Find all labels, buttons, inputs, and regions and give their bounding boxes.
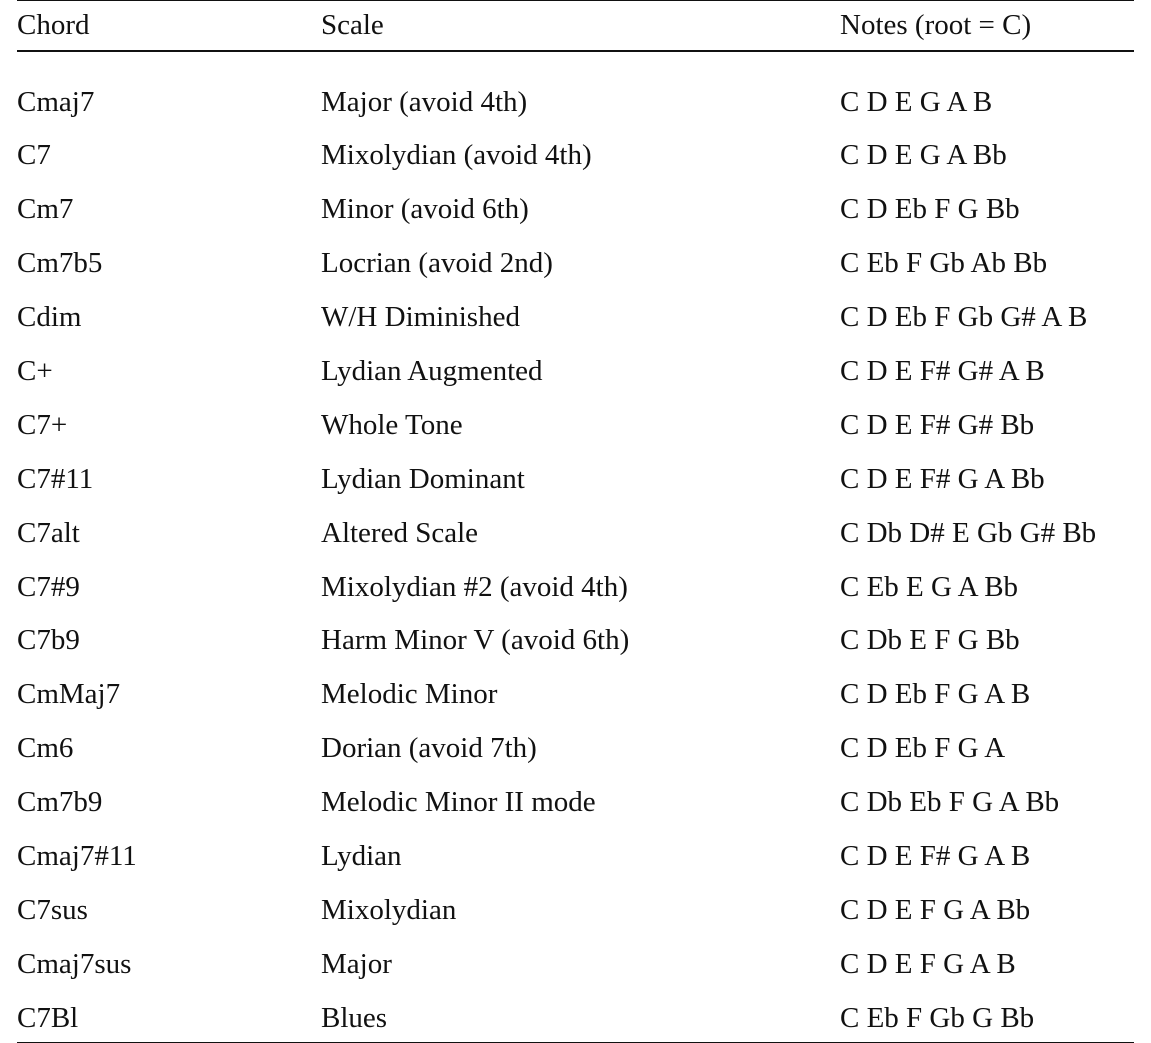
chord-scale-table — [17, 0, 1134, 1043]
notes-cell: C D E F# G A B — [840, 839, 1031, 872]
table-row — [17, 820, 1134, 874]
chord-cell: C7+ — [17, 408, 68, 441]
notes-cell: C D Eb F Gb G# A B — [840, 301, 1088, 334]
table-row — [17, 66, 1134, 120]
scale-cell: Lydian — [321, 839, 402, 872]
table-row — [17, 551, 1134, 605]
table-header — [17, 1, 1134, 50]
scale-cell: Dorian (avoid 7th) — [321, 732, 537, 765]
chord-cell: Cm7b5 — [17, 247, 103, 280]
scale-cell: Major (avoid 4th) — [321, 85, 528, 118]
table-row — [17, 281, 1134, 335]
chord-cell: C7b9 — [17, 624, 80, 657]
table-row — [17, 874, 1134, 928]
scale-cell: Locrian (avoid 2nd) — [321, 247, 553, 280]
scale-cell: Lydian Dominant — [321, 462, 525, 495]
scale-cell: Lydian Augmented — [321, 354, 543, 387]
notes-cell: C Eb F Gb Ab Bb — [840, 247, 1048, 280]
scale-cell: Whole Tone — [321, 408, 463, 441]
notes-cell: C D E G A B — [840, 85, 993, 118]
scale-cell: Blues — [321, 1001, 388, 1034]
notes-cell: C D Eb F G A — [840, 732, 1006, 765]
notes-cell: C Db D# E Gb G# Bb — [840, 516, 1097, 549]
notes-cell: C D E F# G A Bb — [840, 462, 1045, 495]
chord-cell: C+ — [17, 354, 53, 387]
notes-cell: C D E F G A B — [840, 947, 1016, 980]
table-row — [17, 497, 1134, 551]
table-row — [17, 604, 1134, 658]
scale-cell: Melodic Minor II mode — [321, 786, 596, 819]
table-row — [17, 389, 1134, 443]
chord-cell: Cmaj7 — [17, 85, 95, 118]
table-row — [17, 335, 1134, 389]
scale-cell: Melodic Minor — [321, 678, 498, 711]
notes-cell: C D E G A Bb — [840, 139, 1007, 172]
table-row — [17, 982, 1134, 1036]
chord-cell: CmMaj7 — [17, 678, 121, 711]
table-row — [17, 928, 1134, 982]
notes-cell: C Db Eb F G A Bb — [840, 786, 1060, 819]
notes-cell: C D E F# G# A B — [840, 354, 1045, 387]
chord-cell: C7Bl — [17, 1001, 79, 1034]
table-body — [17, 52, 1134, 1042]
scale-cell: Major — [321, 947, 392, 980]
notes-cell: C D E F G A Bb — [840, 893, 1031, 926]
scale-cell: Mixolydian #2 (avoid 4th) — [321, 570, 628, 603]
chord-cell: C7 — [17, 139, 51, 172]
notes-cell: C Db E F G Bb — [840, 624, 1020, 657]
table-row — [17, 658, 1134, 712]
header-chord: Chord — [17, 9, 90, 41]
notes-cell: C D Eb F G Bb — [840, 193, 1020, 226]
scale-cell: Minor (avoid 6th) — [321, 193, 529, 226]
table-row — [17, 766, 1134, 820]
chord-cell: Cm7b9 — [17, 786, 103, 819]
scale-cell: Mixolydian (avoid 4th) — [321, 139, 592, 172]
chord-cell: C7#11 — [17, 462, 94, 495]
header-notes: Notes (root = C) — [840, 9, 1032, 41]
scale-cell: Mixolydian — [321, 893, 457, 926]
chord-cell: Cdim — [17, 301, 82, 334]
table-row — [17, 227, 1134, 281]
scale-cell: Harm Minor V (avoid 6th) — [321, 624, 630, 657]
table-row — [17, 443, 1134, 497]
chord-cell: Cm7 — [17, 193, 74, 226]
chord-cell: C7alt — [17, 516, 80, 549]
notes-cell: C D Eb F G A B — [840, 678, 1031, 711]
notes-cell: C Eb E G A Bb — [840, 570, 1019, 603]
table-row — [17, 119, 1134, 173]
notes-cell: C Eb F Gb G Bb — [840, 1001, 1035, 1034]
header-scale: Scale — [321, 9, 384, 41]
chord-cell: C7#9 — [17, 570, 80, 603]
table-row — [17, 712, 1134, 766]
table-row — [17, 173, 1134, 227]
scale-cell: Altered Scale — [321, 516, 479, 549]
chord-cell: C7sus — [17, 893, 88, 926]
scale-cell: W/H Diminished — [321, 301, 520, 334]
chord-cell: Cmaj7sus — [17, 947, 132, 980]
chord-cell: Cmaj7#11 — [17, 839, 137, 872]
notes-cell: C D E F# G# Bb — [840, 408, 1035, 441]
chord-cell: Cm6 — [17, 732, 74, 765]
